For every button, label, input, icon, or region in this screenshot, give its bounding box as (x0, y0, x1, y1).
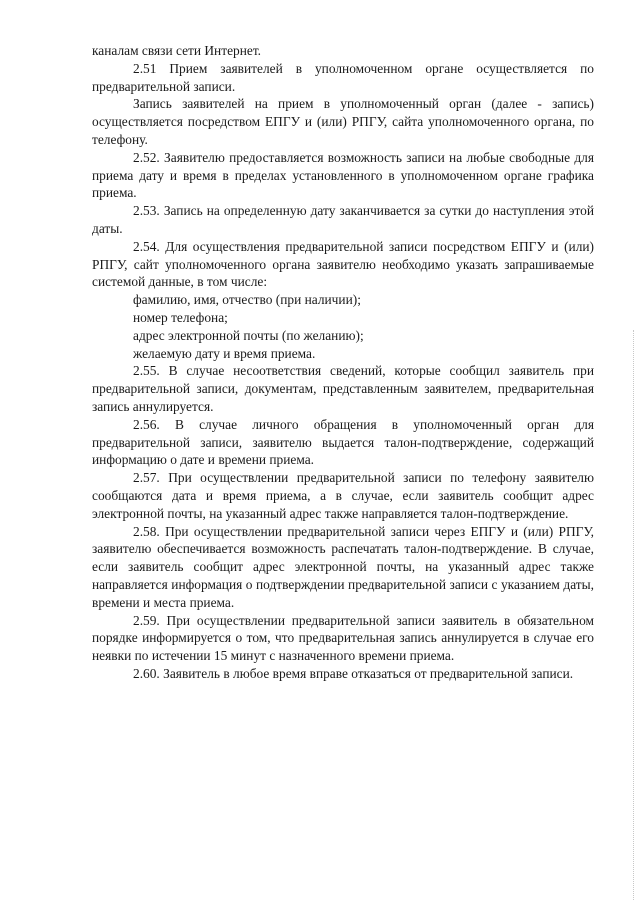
paragraph-2-57: 2.57. При осуществлении предварительной записи по телефону заявителю сообщаются дата и время приема, а в случае, если заявитель сообщит адрес электронной почты, на указанный адрес также направляется талон-подтверждение. (92, 470, 594, 521)
paragraph-2-55: 2.55. В случае несоответствия сведений, которые сообщил заявитель при предварительной записи, документам, представленным заявителем, предварительная запись аннулируется. (92, 363, 594, 414)
paragraph-2-54: 2.54. Для осуществления предварительной записи посредством ЕПГУ и (или) РПГУ, сайт уполномоченного органа заявителю необходимо указать запрашиваемые системой данные, в том числе: (92, 238, 594, 290)
list-item: адрес электронной почты (по желанию); (133, 327, 364, 343)
document-body (92, 42, 594, 683)
paragraph-2-52: 2.52. Заявителю предоставляется возможность записи на любые свободные для приема дату и время в пределах установленного в уполномоченном органе графика приема. (92, 149, 594, 201)
paragraph-2-53: 2.53. Запись на определенную дату заканчивается за сутки до наступления этой даты. (92, 203, 594, 236)
list-item: желаемую дату и время приема. (133, 345, 316, 361)
list-item: фамилию, имя, отчество (при наличии); (133, 292, 361, 308)
paragraph-2-60: 2.60. Заявитель в любое время вправе отказаться от предварительной записи. (133, 665, 574, 681)
list-item: номер телефона; (133, 309, 228, 325)
continuation-line: каналам связи сети Интернет. (92, 43, 262, 58)
scan-edge-mark (632, 330, 634, 900)
paragraph-2-58: 2.58. При осуществлении предварительной записи через ЕПГУ и (или) РПГУ, заявителю обеспечивается возможность распечатать талон-подтверждение. В случае, если заявитель сообщит адрес электронной почты, на указанный адрес также направляется информация о подтверждении предварительной записи с указанием даты, времени и места приема. (92, 523, 594, 610)
paragraph-2-59: 2.59. При осуществлении предварительной записи заявитель в обязательном порядке информируется о том, что предварительная запись аннулируется в случае его неявки по истечении 15 минут с назначенного времени приема. (92, 612, 594, 664)
paragraph-2-56: 2.56. В случае личного обращения в уполномоченный орган для предварительной записи, заявителю выдается талон-подтверждение, содержащий информацию о дате и времени приема. (92, 416, 594, 468)
paragraph-2-51: 2.51 Прием заявителей в уполномоченном органе осуществляется по предварительной записи. (92, 60, 594, 94)
paragraph-2-51-booking: Запись заявителей на прием в уполномоченный орган (далее - запись) осуществляется посредством ЕПГУ и (или) РПГУ, сайта уполномоченного органа, по телефону. (92, 96, 594, 147)
